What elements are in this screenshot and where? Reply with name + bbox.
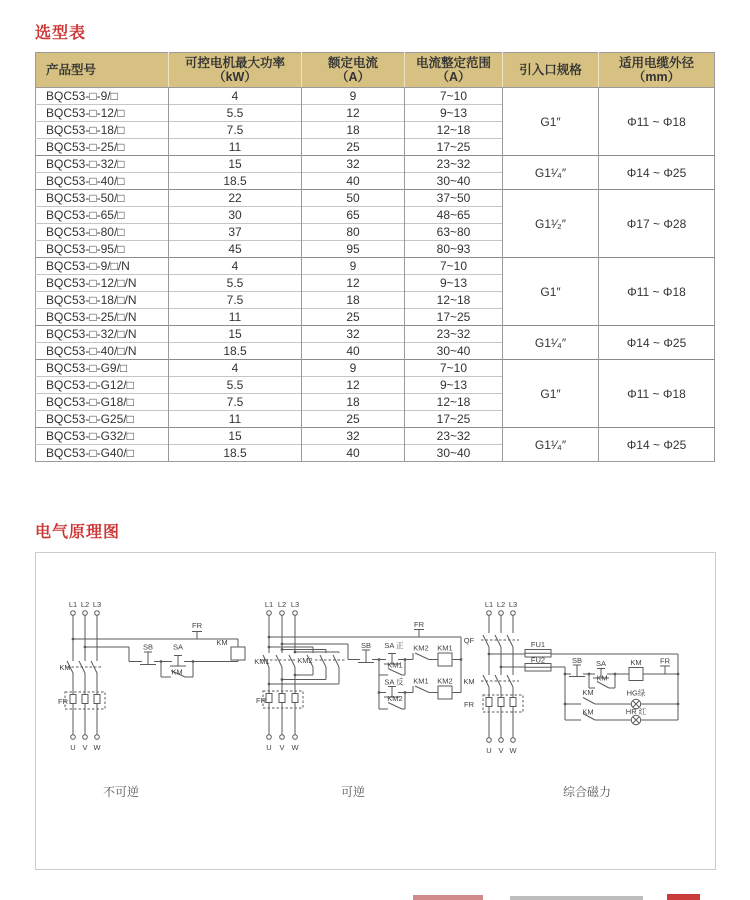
fr-contact-icon [414, 630, 424, 638]
phase-lines [489, 615, 513, 737]
cell-power: 37 [169, 224, 302, 241]
terminal-icon [293, 735, 298, 740]
thermal-relay-label: FR [464, 700, 474, 709]
cell-range: 7~10 [405, 258, 503, 275]
junction-dot [281, 678, 284, 681]
fr-contact-icon [660, 666, 670, 674]
terminal-icon [71, 735, 76, 740]
cell-range: 9~13 [405, 275, 503, 292]
cell-current: 12 [302, 275, 405, 292]
terminal-icon [83, 735, 88, 740]
cell-model: BQC53-□-50/□ [36, 190, 169, 207]
breaker-pole-icon [483, 635, 513, 647]
cell-inlet: G1¹⁄₄″ [503, 156, 599, 190]
col-header-power-unit: （kW） [213, 70, 257, 84]
cell-inlet: G1″ [503, 258, 599, 326]
cell-range: 23~32 [405, 326, 503, 343]
cell-power: 11 [169, 411, 302, 428]
cell-model: BQC53-□-18/□ [36, 122, 169, 139]
cell-model: BQC53-□-G9/□ [36, 360, 169, 377]
cell-current: 32 [302, 428, 405, 445]
heater-icon [292, 694, 298, 703]
breaker-qf-label: QF [463, 636, 475, 645]
cell-range: 7~10 [405, 360, 503, 377]
cell-power: 7.5 [169, 122, 302, 139]
terminal-icon [293, 611, 298, 616]
terminal-icon [280, 735, 285, 740]
cell-cable: Φ17 ~ Φ28 [599, 190, 715, 258]
cell-model: BQC53-□-40/□/N [36, 343, 169, 360]
cell-current: 80 [302, 224, 405, 241]
reverse-button-label: SA 反 [384, 677, 404, 687]
junction-dot [460, 658, 463, 661]
cell-power: 15 [169, 428, 302, 445]
cell-model: BQC53-□-32/□/N [36, 326, 169, 343]
start-button-label: SA [172, 642, 184, 652]
km1-coil-icon [438, 653, 452, 666]
phase-l2-label: L2 [496, 600, 506, 609]
cell-power: 5.5 [169, 105, 302, 122]
cell-model: BQC53-□-G12/□ [36, 377, 169, 394]
phase-l3-label: L3 [92, 600, 102, 609]
cell-cable: Φ14 ~ Φ25 [599, 428, 715, 462]
forward-button-label: SA 正 [384, 641, 404, 650]
phase-l1-label: L1 [264, 600, 274, 609]
cell-model: BQC53-□-12/□ [36, 105, 169, 122]
table-row [36, 88, 715, 105]
col-header-range-label: 电流整定范围 [415, 56, 491, 70]
circuit-combined-magnetic [463, 587, 714, 783]
junction-dot [677, 703, 680, 706]
cell-power: 45 [169, 241, 302, 258]
output-u-label: U [486, 746, 492, 755]
red-lamp-label: HR 红 [625, 707, 647, 716]
fuse-fu2-label: FU2 [530, 655, 546, 665]
junction-dot [378, 691, 381, 694]
fuse-fu1-label: FU1 [530, 640, 546, 649]
phase-l2-label: L2 [80, 600, 90, 609]
output-w-label: W [291, 743, 299, 752]
table-header-row [36, 53, 715, 88]
cell-model: BQC53-□-G25/□ [36, 411, 169, 428]
table-row [36, 326, 715, 343]
heater-icon [510, 698, 516, 707]
cell-current: 40 [302, 445, 405, 462]
cell-model: BQC53-□-32/□ [36, 156, 169, 173]
selection-table-body [36, 88, 715, 462]
cell-model: BQC53-□-9/□/N [36, 258, 169, 275]
heater-icon [498, 698, 504, 707]
phase-l2-label: L2 [277, 600, 287, 609]
table-row [36, 428, 715, 445]
phase-l3-label: L3 [290, 600, 300, 609]
caption-non-reversible: 不可逆 [102, 785, 140, 799]
junction-dot [268, 683, 271, 686]
cell-range: 48~65 [405, 207, 503, 224]
stop-button-label: SB [142, 642, 154, 652]
col-header-cable-unit: （mm） [632, 70, 681, 84]
col-header-model-label: 产品型号 [46, 63, 97, 77]
green-lamp-label: HG绿 [626, 688, 646, 698]
cell-current: 40 [302, 173, 405, 190]
cell-current: 25 [302, 309, 405, 326]
km-no1-label: KM [582, 688, 594, 697]
selection-table-title: 选型表 [35, 25, 87, 42]
km-coil-icon [629, 668, 643, 681]
col-header-range [405, 53, 503, 88]
junction-dot [294, 651, 297, 654]
output-v-label: V [279, 743, 285, 752]
cell-current: 32 [302, 326, 405, 343]
terminal-icon [487, 611, 492, 616]
col-header-current-unit: （A） [335, 70, 371, 84]
stop-button-label: SB [571, 656, 583, 665]
cell-model: BQC53-□-12/□/N [36, 275, 169, 292]
cell-power: 4 [169, 88, 302, 105]
footer-clipped-text [413, 895, 483, 900]
cell-range: 9~13 [405, 105, 503, 122]
cell-current: 18 [302, 122, 405, 139]
phase-l1-label: L1 [68, 600, 78, 609]
cell-range: 80~93 [405, 241, 503, 258]
km-coil-label: KM [216, 638, 228, 647]
heater-icon [94, 695, 100, 704]
cell-power: 15 [169, 156, 302, 173]
col-header-cable [599, 53, 715, 88]
circuit-non-reversible [41, 587, 261, 783]
footer-clipped-text [510, 896, 643, 900]
phase-lines [269, 615, 295, 734]
phase-l1-label: L1 [484, 600, 494, 609]
cell-power: 7.5 [169, 292, 302, 309]
cell-current: 18 [302, 292, 405, 309]
km1-coil-label: KM1 [437, 643, 453, 653]
col-header-model [36, 53, 169, 88]
table-row [36, 258, 715, 275]
terminal-icon [267, 735, 272, 740]
heater-icon [486, 698, 492, 707]
cell-inlet: G1¹⁄₄″ [503, 326, 599, 360]
table-row [36, 190, 715, 207]
col-header-power [169, 53, 302, 88]
contactor-km-label: KM [59, 663, 71, 672]
contactor-km-label: KM [463, 677, 475, 686]
km1-latch-label: KM1 [387, 660, 403, 670]
circuit-reversible [241, 587, 485, 783]
cell-power: 7.5 [169, 394, 302, 411]
caption-combined-magnetic: 综合磁力 [562, 785, 612, 799]
cell-power: 30 [169, 207, 302, 224]
cell-range: 17~25 [405, 139, 503, 156]
km1-nc-interlock-icon [413, 686, 429, 693]
cell-power: 5.5 [169, 377, 302, 394]
heater-icon [279, 694, 285, 703]
cell-range: 30~40 [405, 445, 503, 462]
km1-nc-interlock-label: KM1 [413, 676, 429, 686]
cell-range: 12~18 [405, 292, 503, 309]
thermal-relay-label: FR [58, 697, 68, 706]
km2-coil-label: KM2 [437, 676, 453, 686]
cell-range: 17~25 [405, 309, 503, 326]
cell-range: 12~18 [405, 394, 503, 411]
km2-nc-interlock-label: KM2 [413, 643, 429, 653]
cell-current: 65 [302, 207, 405, 224]
schematic-box [35, 552, 716, 870]
stop-button-icon [140, 652, 156, 665]
cell-model: BQC53-□-G40/□ [36, 445, 169, 462]
terminal-icon [83, 611, 88, 616]
junction-dot [294, 674, 297, 677]
cell-model: BQC53-□-9/□ [36, 88, 169, 105]
cell-cable: Φ11 ~ Φ18 [599, 360, 715, 428]
junction-dot [281, 648, 284, 651]
cell-current: 9 [302, 88, 405, 105]
green-lamp-rung [565, 698, 678, 705]
cell-current: 95 [302, 241, 405, 258]
output-v-label: V [82, 743, 88, 752]
thermal-relay-label: FR [256, 696, 266, 705]
stop-button-icon [569, 665, 585, 677]
cell-current: 12 [302, 105, 405, 122]
cell-model: BQC53-□-95/□ [36, 241, 169, 258]
stop-button-icon [358, 650, 374, 663]
cell-range: 30~40 [405, 343, 503, 360]
phase-l3-label: L3 [508, 600, 518, 609]
fr-contact-icon [192, 632, 202, 640]
cell-inlet: G1″ [503, 360, 599, 428]
km-no2-label: KM [582, 707, 594, 717]
contactor-km2-label: KM2 [297, 656, 313, 665]
output-u-label: U [70, 743, 76, 752]
cell-current: 25 [302, 139, 405, 156]
col-header-current-label: 额定电流 [327, 56, 378, 70]
junction-dot [268, 646, 271, 649]
cell-current: 32 [302, 156, 405, 173]
output-v-label: V [498, 746, 504, 755]
cell-power: 4 [169, 360, 302, 377]
terminal-icon [267, 611, 272, 616]
heater-icon [70, 695, 76, 704]
fr-contact-label: FR [192, 621, 202, 630]
km2-coil-icon [438, 686, 452, 699]
terminal-icon [511, 611, 516, 616]
cell-range: 63~80 [405, 224, 503, 241]
col-header-cable-label: 适用电缆外径 [618, 56, 694, 70]
cell-current: 9 [302, 360, 405, 377]
cell-power: 4 [169, 258, 302, 275]
cell-power: 5.5 [169, 275, 302, 292]
cell-current: 18 [302, 394, 405, 411]
cell-model: BQC53-□-40/□ [36, 173, 169, 190]
output-w-label: W [509, 746, 517, 755]
cell-cable: Φ11 ~ Φ18 [599, 88, 715, 156]
cell-current: 9 [302, 258, 405, 275]
table-row [36, 156, 715, 173]
output-u-label: U [266, 743, 272, 752]
cell-range: 17~25 [405, 411, 503, 428]
cell-model: BQC53-□-G18/□ [36, 394, 169, 411]
caption-reversible: 可逆 [340, 785, 366, 799]
cell-model: BQC53-□-80/□ [36, 224, 169, 241]
cell-inlet: G1¹⁄₄″ [503, 428, 599, 462]
start-button-label: SA [595, 659, 607, 668]
cell-power: 15 [169, 326, 302, 343]
col-header-range-unit: （A） [436, 70, 471, 84]
cell-cable: Φ14 ~ Φ25 [599, 326, 715, 360]
stop-button-label: SB [360, 641, 372, 650]
terminal-icon [499, 611, 504, 616]
control-wires [73, 639, 238, 662]
cell-cable: Φ14 ~ Φ25 [599, 156, 715, 190]
junction-dot [564, 673, 567, 676]
fr-contact-label: FR [414, 620, 424, 629]
phase-lines [73, 615, 97, 734]
cell-model: BQC53-□-25/□ [36, 139, 169, 156]
col-header-inlet [503, 53, 599, 88]
terminal-icon [280, 611, 285, 616]
heater-icon [82, 695, 88, 704]
terminal-icon [487, 738, 492, 743]
cell-range: 37~50 [405, 190, 503, 207]
cell-range: 9~13 [405, 377, 503, 394]
cell-current: 40 [302, 343, 405, 360]
cell-power: 11 [169, 309, 302, 326]
cell-range: 23~32 [405, 156, 503, 173]
cell-power: 22 [169, 190, 302, 207]
cell-range: 7~10 [405, 88, 503, 105]
footer-clipped-text [667, 894, 700, 900]
cell-power: 18.5 [169, 343, 302, 360]
km-coil-label: KM [630, 658, 642, 667]
col-header-current [302, 53, 405, 88]
terminal-icon [95, 735, 100, 740]
cell-current: 12 [302, 377, 405, 394]
junction-dot [564, 703, 567, 706]
km-latch-label: KM [596, 673, 608, 683]
km2-nc-interlock-icon [413, 653, 429, 660]
junction-dot [677, 673, 680, 676]
km-latch-label: KM [171, 667, 183, 677]
cell-range: 30~40 [405, 173, 503, 190]
contactor-km1-label: KM1 [254, 657, 270, 666]
heater-icon [266, 694, 272, 703]
selection-table [35, 52, 715, 462]
table-row [36, 360, 715, 377]
cell-inlet: G1″ [503, 88, 599, 156]
cell-power: 18.5 [169, 173, 302, 190]
fr-contact-label: FR [660, 656, 670, 666]
cell-power: 11 [169, 139, 302, 156]
terminal-icon [95, 611, 100, 616]
output-w-label: W [93, 743, 101, 752]
start-button-icon [170, 656, 186, 667]
reversing-branch-wires [269, 647, 339, 684]
cell-model: BQC53-□-65/□ [36, 207, 169, 224]
terminal-icon [71, 611, 76, 616]
cell-model: BQC53-□-18/□/N [36, 292, 169, 309]
cell-cable: Φ11 ~ Φ18 [599, 258, 715, 326]
cell-range: 12~18 [405, 122, 503, 139]
cell-range: 23~32 [405, 428, 503, 445]
cell-model: BQC53-□-G32/□ [36, 428, 169, 445]
cell-inlet: G1¹⁄₂″ [503, 190, 599, 258]
col-header-inlet-label: 引入口规格 [519, 63, 582, 77]
red-lamp-cross [633, 717, 640, 724]
cell-power: 18.5 [169, 445, 302, 462]
km2-latch-label: KM2 [387, 694, 403, 703]
cell-current: 50 [302, 190, 405, 207]
terminal-icon [499, 738, 504, 743]
col-header-power-label: 可控电机最大功率 [184, 56, 285, 70]
schematic-title: 电气原理图 [35, 524, 121, 541]
cell-model: BQC53-□-25/□/N [36, 309, 169, 326]
cell-current: 25 [302, 411, 405, 428]
terminal-icon [511, 738, 516, 743]
